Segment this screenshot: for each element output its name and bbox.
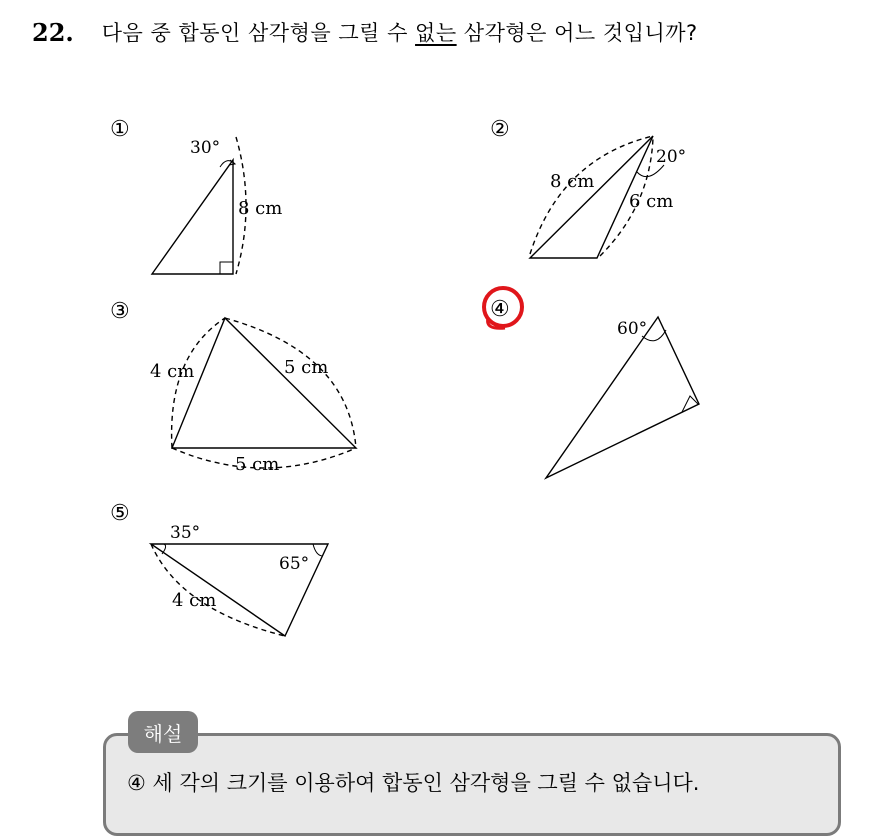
option-4-triangle — [546, 317, 699, 478]
option-3-triangle — [172, 318, 356, 468]
option-3-side-label-1: 4 cm — [150, 361, 195, 382]
option-5-angle-label-2: 65° — [279, 554, 310, 574]
question-text-before: 다음 중 합동인 삼각형을 그릴 수 — [101, 21, 416, 45]
question-text-underlined: 없는 — [415, 21, 457, 45]
question-text-after: 삼각형은 어느 것입니까? — [456, 21, 698, 45]
option-5-marker: ⑤ — [110, 501, 130, 526]
question-number: 22. — [32, 17, 74, 47]
option-5-side-label: 4 cm — [172, 590, 217, 611]
option-2-angle-label: 20° — [656, 147, 687, 167]
option-2-side-label-2: 6 cm — [629, 191, 674, 212]
explanation-text: ④ 세 각의 크기를 이용하여 합동인 삼각형을 그릴 수 없습니다. — [127, 771, 700, 795]
option-4-marker: ④ — [490, 297, 510, 322]
option-3-side-label-2: 5 cm — [284, 357, 329, 378]
explanation-tag: 해설 — [128, 711, 198, 753]
option-3-side-label-3: 5 cm — [235, 454, 280, 475]
option-2-marker: ② — [490, 117, 510, 142]
option-1-angle-label: 30° — [190, 138, 221, 158]
option-1-side-label: 8 cm — [238, 198, 283, 219]
option-1-marker: ① — [110, 117, 130, 142]
option-3-marker: ③ — [110, 299, 130, 324]
option-4-angle-label: 60° — [617, 319, 648, 339]
option-5-angle-label-1: 35° — [170, 523, 201, 543]
option-2-side-label-1: 8 cm — [550, 171, 595, 192]
